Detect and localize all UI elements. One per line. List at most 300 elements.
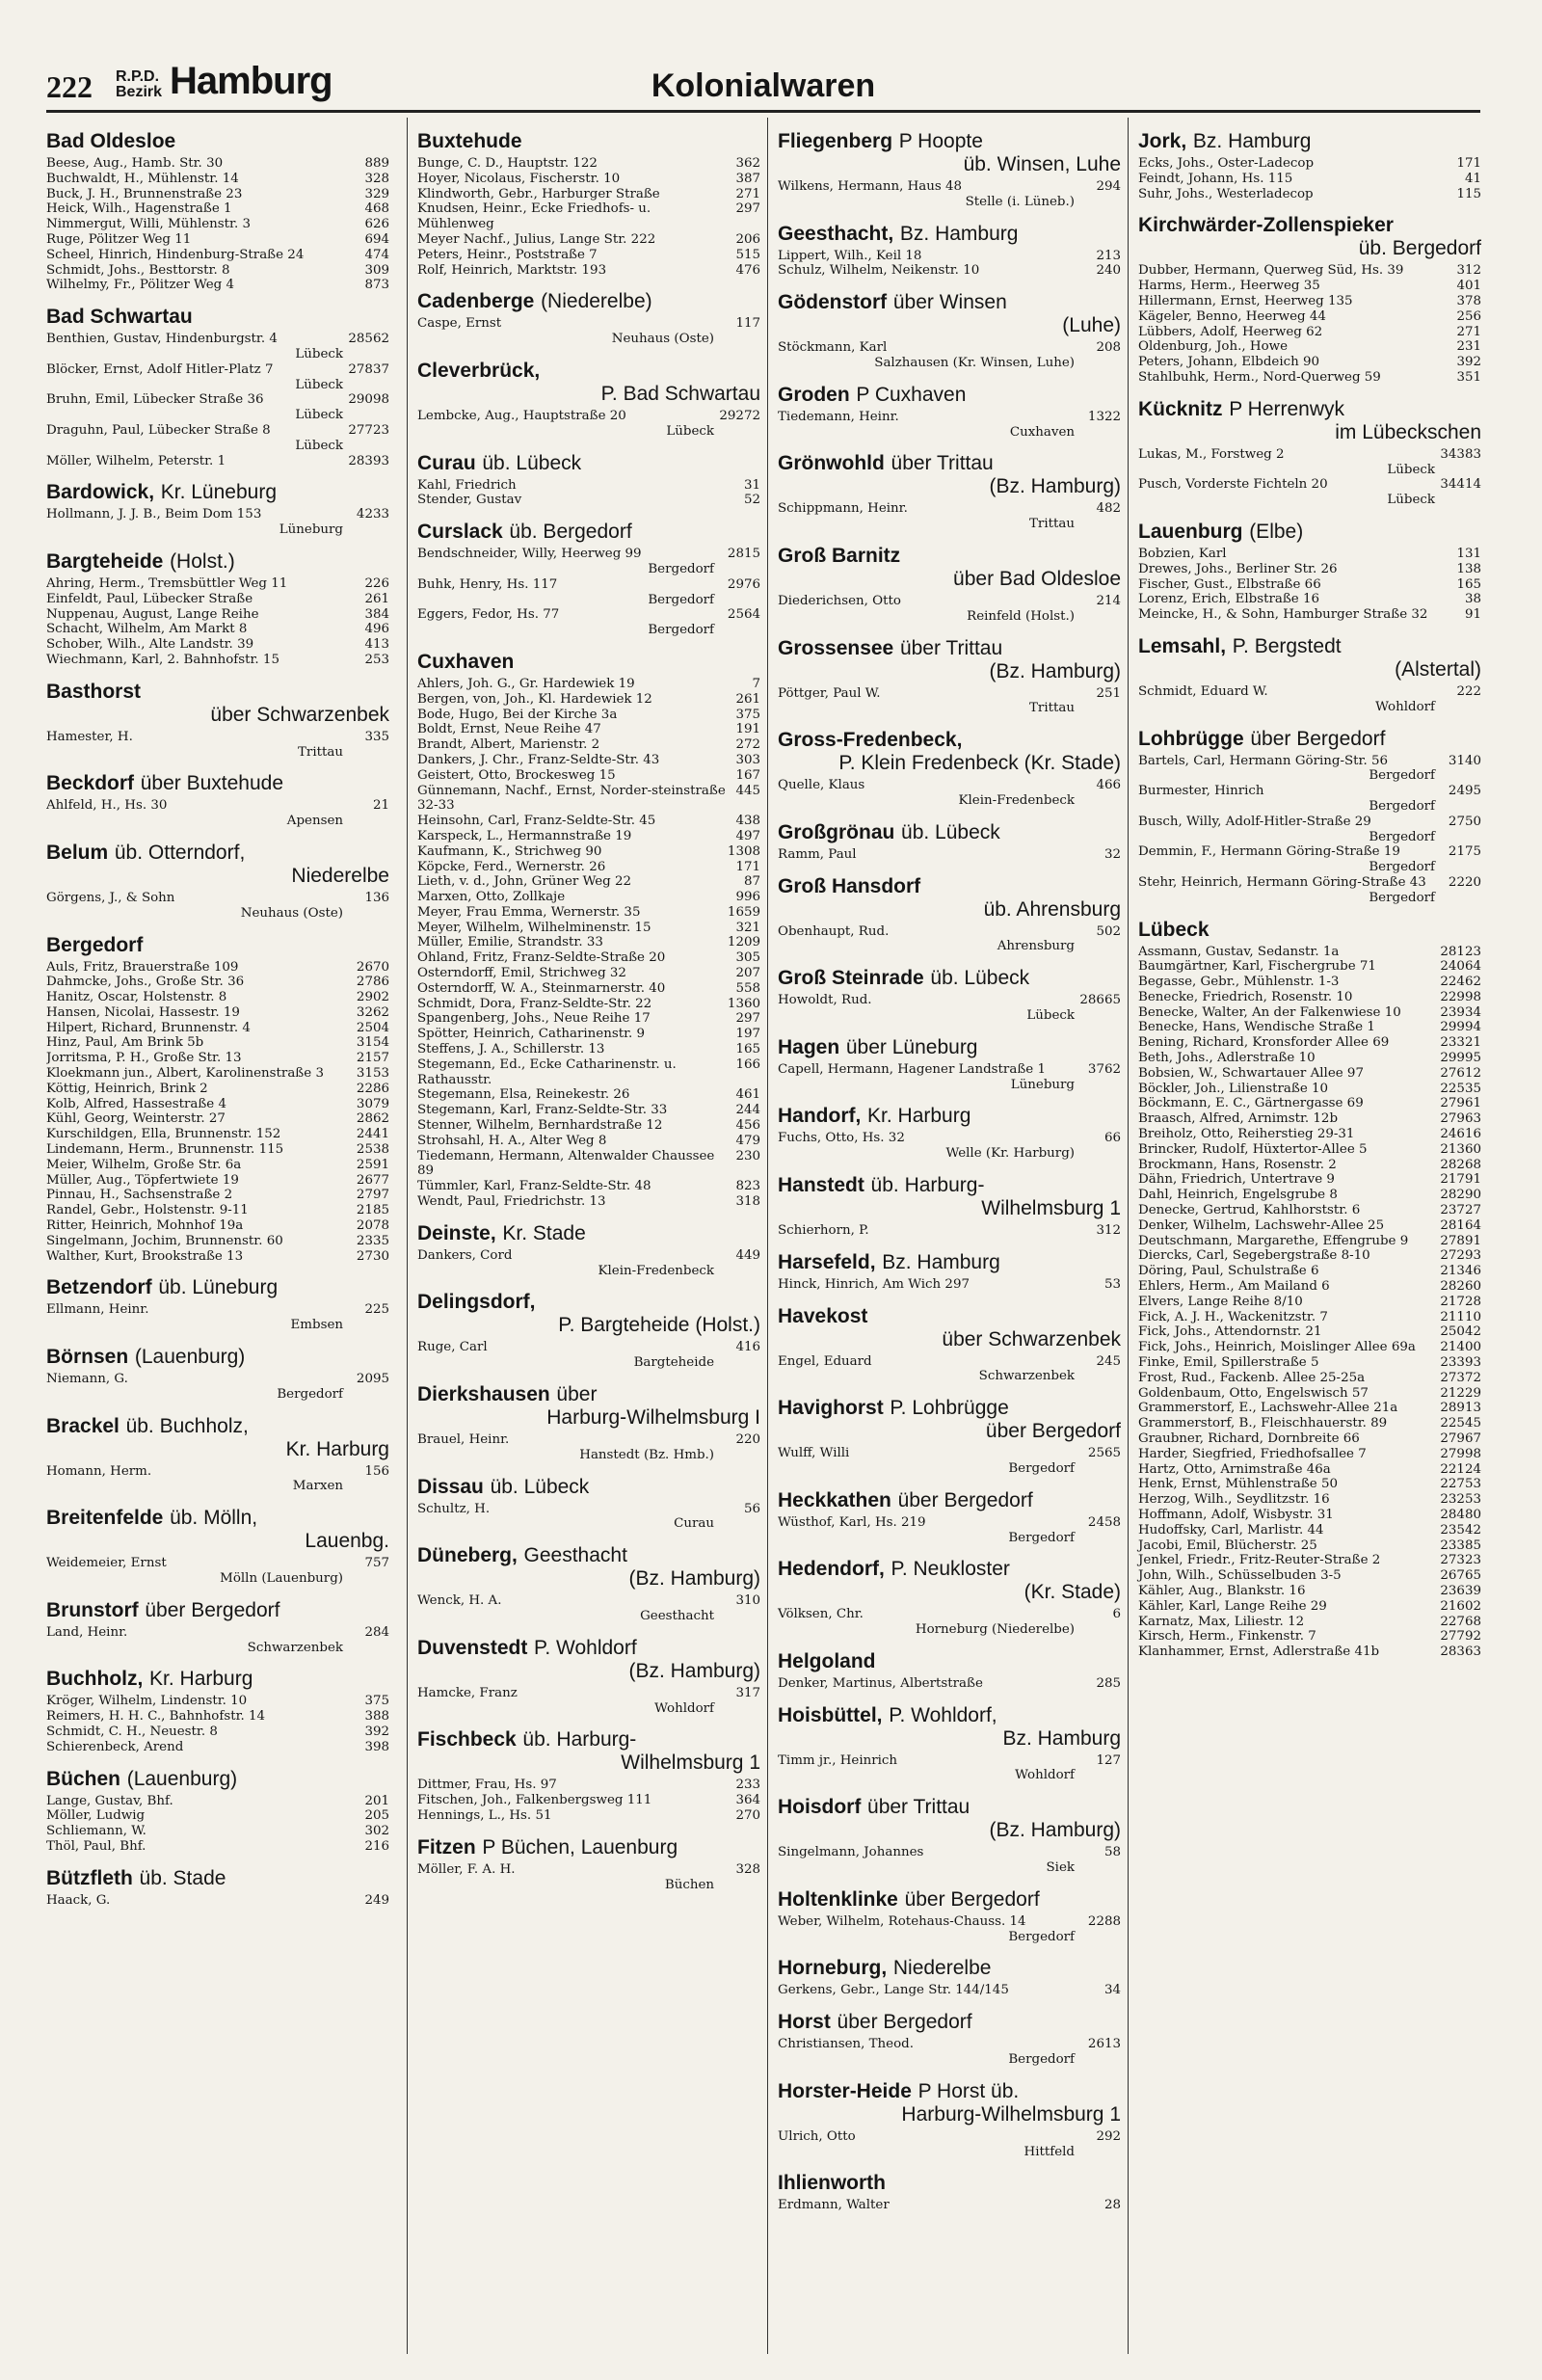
town-qualifier-line: (Bz. Hamburg) (628, 1659, 760, 1682)
directory-entry (417, 577, 760, 608)
entry-name: Ramm, Paul (778, 846, 857, 862)
entry-name: Jacobi, Emil, Blücherstr. 25 (1138, 1538, 1317, 1553)
town-name: Lemsahl, (1138, 634, 1227, 657)
directory-entry (46, 990, 389, 1005)
entry-name: Wulff, Willi (778, 1446, 850, 1461)
entry-name: Buchwaldt, H., Mühlenstr. 14 (46, 171, 239, 186)
directory-entry (46, 217, 389, 232)
entry-phone: 26765 (1440, 1568, 1481, 1584)
directory-entry (417, 829, 760, 844)
directory-entry (46, 248, 389, 263)
directory-entry (1138, 1477, 1481, 1492)
entry-name: Bunge, C. D., Hauptstr. 122 (417, 156, 598, 171)
town-heading (778, 2010, 1121, 2034)
town-heading (778, 1250, 1121, 1274)
entry-name: Walther, Kurt, Brookstraße 13 (46, 1248, 244, 1264)
town-name: Bargteheide (46, 549, 164, 573)
town-qualifier: Geesthacht (523, 1544, 627, 1567)
entry-phone: 482 (1096, 501, 1121, 517)
entry-name: Brincker, Rudolf, Hüxtertor-Allee 5 (1138, 1141, 1368, 1157)
town-qualifier: P. Lohbrügge (890, 1397, 1009, 1420)
town-name: Delingsdorf, (417, 1291, 536, 1314)
entry-name: Eggers, Fedor, Hs. 77 (417, 607, 560, 623)
entry-name: Brandt, Albert, Marienstr. 2 (417, 737, 600, 753)
entry-name: Dahl, Heinrich, Engelsgrube 8 (1138, 1188, 1338, 1203)
entry-name: Köpcke, Ferd., Wernerstr. 26 (417, 859, 606, 874)
entry-name: Schliemann, W. (46, 1824, 146, 1839)
town-qualifier-line: P. Bargteheide (Holst.) (558, 1314, 760, 1337)
entry-phone: 375 (364, 1694, 389, 1709)
town-qualifier-line: Wilhelmsburg 1 (981, 1196, 1121, 1219)
entry-name: Bartels, Carl, Hermann Göring-Str. 56 (1138, 753, 1389, 768)
town-heading (417, 1835, 760, 1859)
directory-entry (778, 2037, 1121, 2068)
town-name: Hoisdorf (778, 1796, 862, 1819)
entry-phone: 165 (1456, 576, 1481, 592)
directory-entry (1138, 1295, 1481, 1310)
directory-entry (778, 340, 1121, 371)
directory-entry (46, 392, 389, 423)
directory-entry (778, 1515, 1121, 1546)
directory-entry (417, 156, 760, 172)
entry-name: Stehr, Heinrich, Hermann Göring-Straße 43 (1138, 874, 1426, 890)
entry-phone: 318 (735, 1194, 760, 1210)
entry-name: Einfeldt, Paul, Lübecker Straße (46, 591, 253, 606)
entry-phone: 91 (1464, 607, 1481, 623)
entry-name: Drewes, Johs., Berliner Str. 26 (1138, 561, 1338, 576)
entry-name: Stegemann, Ed., Ecke Catharinenstr. u. Rathausstr. (417, 1056, 677, 1087)
entry-phone: 261 (364, 591, 389, 606)
town-name: Havighorst (778, 1397, 884, 1420)
entry-name: Fick, A. J. H., Wackenitzstr. 7 (1138, 1309, 1328, 1324)
directory-entry (778, 1607, 1121, 1638)
entry-name: Wilkens, Hermann, Haus 48 (778, 179, 963, 194)
entry-phone: 309 (364, 262, 389, 278)
entry-phone: 253 (364, 652, 389, 667)
entry-name: Stöckmann, Karl (778, 340, 888, 356)
directory-entry (1138, 1234, 1481, 1249)
entry-name: Suhr, Johs., Westerladecop (1138, 186, 1314, 201)
directory-entry (1138, 945, 1481, 960)
entry-name: Dubber, Hermann, Querweg Süd, Hs. 39 (1138, 263, 1404, 279)
entry-phone: 28562 (348, 332, 389, 347)
directory-entry (417, 1862, 760, 1893)
directory-entry (1138, 875, 1481, 906)
town-heading (417, 1382, 760, 1430)
entry-phone: 214 (1096, 593, 1121, 608)
entry-phone: 3140 (1448, 753, 1481, 768)
entry-phone: 2078 (356, 1218, 389, 1234)
entry-phone: 1322 (1087, 409, 1121, 424)
town-qualifier: üb. Otterndorf, (114, 841, 246, 864)
entry-name: Kahl, Friedrich (417, 477, 517, 493)
entry-name: Denecke, Gertrud, Kahlhorststr. 6 (1138, 1203, 1361, 1218)
entry-phone: 2564 (727, 607, 760, 623)
directory-entry (1138, 1629, 1481, 1645)
directory-entry (417, 1103, 760, 1118)
town-qualifier: über Trittau (867, 1796, 970, 1819)
directory-entry (1138, 1172, 1481, 1188)
entry-name: Benecke, Friedrich, Rosenstr. 10 (1138, 989, 1353, 1004)
entry-name: Schmidt, Eduard W. (1138, 683, 1268, 699)
entry-name: Hudoffsky, Carl, Marlistr. 44 (1138, 1522, 1324, 1538)
entry-name: Ellmann, Heinr. (46, 1302, 149, 1318)
entry-name: Finke, Emil, Spillerstraße 5 (1138, 1355, 1319, 1371)
town-name: Cleverbrück, (417, 359, 541, 382)
entry-name: Schulz, Wilhelm, Neikenstr. 10 (778, 263, 980, 279)
town-name: Grossensee (778, 636, 894, 659)
entry-exchange: Trittau (1029, 701, 1075, 716)
entry-name: Lieth, v. d., John, Grüner Weg 22 (417, 874, 632, 890)
entry-name: Peters, Heinr., Poststraße 7 (417, 247, 598, 262)
entry-phone: 351 (1456, 369, 1481, 385)
entry-phone: 271 (1456, 324, 1481, 339)
directory-entry (1138, 1523, 1481, 1538)
town-qualifier-line: Bz. Hamburg (1002, 1726, 1121, 1750)
town-heading (1138, 727, 1481, 751)
directory-entry (1138, 1645, 1481, 1660)
entry-phone: 292 (1096, 2128, 1121, 2144)
entry-name: Erdmann, Walter (778, 2198, 890, 2213)
entry-phone: 558 (735, 980, 760, 996)
entry-name: Nimmergut, Willi, Mühlenstr. 3 (46, 217, 251, 232)
region-line-2: Bezirk (116, 84, 163, 100)
entry-phone: 2095 (356, 1372, 389, 1387)
entry-phone: 270 (735, 1807, 760, 1823)
entry-phone: 28363 (1440, 1645, 1481, 1660)
directory-entry (417, 905, 760, 921)
directory-entry (417, 737, 760, 753)
entry-exchange: Stelle (i. Lüneb.) (965, 194, 1075, 209)
town-name: Bad Oldesloe (46, 130, 176, 152)
entry-phone: 27963 (1440, 1111, 1481, 1127)
entry-name: Hartz, Otto, Arnimstraße 46a (1138, 1461, 1331, 1477)
entry-exchange: Bergedorf (1008, 1530, 1075, 1545)
town-qualifier: P. Wohldorf, (889, 1703, 997, 1726)
town-heading (778, 129, 1121, 176)
entry-name: Braasch, Alfred, Arnimstr. 12b (1138, 1111, 1339, 1127)
entry-exchange: Bergedorf (1369, 890, 1435, 905)
directory-entry (778, 1223, 1121, 1239)
entry-exchange: Bergedorf (1369, 829, 1435, 844)
entry-phone: 1209 (727, 935, 760, 950)
town-qualifier: üb. Bergedorf (509, 521, 632, 544)
town-heading (778, 728, 1121, 775)
entry-exchange: Lübeck (295, 377, 343, 392)
town-name: Hanstedt (778, 1173, 864, 1196)
entry-name: Kühl, Georg, Weinterstr. 27 (46, 1111, 226, 1127)
directory-entry (417, 478, 760, 494)
directory-entry (46, 1127, 389, 1142)
town-qualifier: Kr. Harburg (867, 1105, 971, 1128)
town-qualifier: üb. Buchholz, (125, 1414, 249, 1437)
town-name: Hagen (778, 1035, 840, 1058)
entry-phone: 27998 (1440, 1446, 1481, 1461)
town-qualifier: Bz. Hamburg (882, 1250, 1000, 1273)
entry-name: Karspeck, L., Hermannstraße 19 (417, 828, 632, 843)
town-qualifier: P. Wohldorf (534, 1636, 637, 1659)
directory-entry (778, 410, 1121, 441)
entry-phone: 6 (1112, 1607, 1121, 1622)
entry-name: Bergen, von, Joh., Kl. Hardewiek 12 (417, 691, 652, 707)
directory-entry (1138, 1279, 1481, 1295)
directory-entry (46, 592, 389, 607)
directory-entry (417, 547, 760, 577)
town-heading (778, 451, 1121, 498)
entry-phone: 2504 (356, 1020, 389, 1035)
entry-name: Singelmann, Johannes (778, 1845, 924, 1860)
town-qualifier: über Bergedorf (837, 2011, 972, 2034)
directory-entry (1138, 1615, 1481, 1630)
entry-phone: 197 (735, 1027, 760, 1042)
directory-entry (1138, 1538, 1481, 1554)
entry-name: Bode, Hugo, Bei der Kirche 3a (417, 707, 618, 722)
directory-entry (46, 1893, 389, 1909)
entry-phone: 416 (735, 1340, 760, 1355)
directory-entry (778, 1131, 1121, 1162)
directory-entry (1138, 1082, 1481, 1097)
entry-phone: 335 (364, 729, 389, 744)
entry-phone: 22462 (1440, 975, 1481, 990)
entry-phone: 28 (1103, 2198, 1121, 2213)
entry-name: Ruge, Carl (417, 1340, 488, 1355)
town-qualifier: P. Neukloster (891, 1558, 1010, 1581)
entry-name: Stender, Gustav (417, 493, 522, 508)
entry-name: John, Wilh., Schüsselbuden 3-5 (1138, 1568, 1342, 1584)
entry-name: Kähler, Aug., Blankstr. 16 (1138, 1583, 1306, 1598)
entry-name: Lübbers, Adolf, Heerweg 62 (1138, 324, 1323, 339)
entry-name: Dahmcke, Johs., Große Str. 36 (46, 975, 245, 990)
entry-phone: 207 (735, 966, 760, 981)
entry-phone: 329 (364, 186, 389, 201)
entry-phone: 317 (735, 1685, 760, 1700)
directory-entry (417, 935, 760, 950)
entry-exchange: Bergedorf (1008, 1929, 1075, 1944)
town-qualifier-line: (Luhe) (1062, 314, 1121, 337)
town-heading (46, 933, 389, 957)
entry-phone: 889 (364, 156, 389, 171)
town-name: Fischbeck (417, 1728, 517, 1752)
directory-entry (1138, 1508, 1481, 1523)
column-4 (1128, 118, 1481, 2354)
directory-entry (778, 1914, 1121, 1945)
entry-phone: 2677 (356, 1172, 389, 1188)
directory-entry (417, 1808, 760, 1824)
entry-phone: 2613 (1087, 2037, 1121, 2052)
entry-exchange: Wohldorf (1375, 699, 1435, 714)
directory-entry (417, 768, 760, 784)
directory-entry (46, 1097, 389, 1112)
directory-entry (417, 1778, 760, 1793)
entry-phone: 27792 (1440, 1629, 1481, 1645)
directory-entry (1138, 187, 1481, 202)
entry-name: Möller, F. A. H. (417, 1861, 516, 1877)
entry-phone: 240 (1096, 263, 1121, 279)
entry-phone: 2902 (356, 990, 389, 1005)
entry-name: Meier, Wilhelm, Große Str. 6a (46, 1157, 242, 1172)
directory-entry (778, 1845, 1121, 1876)
entry-name: Schmidt, C. H., Neuestr. 8 (46, 1725, 218, 1739)
town-heading (778, 1173, 1121, 1220)
entry-name: Boldt, Ernst, Neue Reihe 47 (417, 722, 601, 737)
entry-name: Schultz, H. (417, 1501, 491, 1516)
entry-name: Ahlers, Joh. G., Gr. Hardewiek 19 (417, 676, 635, 691)
entry-phone: 303 (735, 752, 760, 767)
directory-entry (46, 1839, 389, 1855)
directory-entry (46, 1556, 389, 1587)
town-heading (417, 1290, 760, 1337)
entry-name: Bobsien, W., Schwartauer Allee 97 (1138, 1065, 1364, 1081)
entry-name: Demmin, F., Hermann Göring-Straße 19 (1138, 844, 1400, 860)
entry-phone: 25042 (1440, 1324, 1481, 1340)
town-qualifier: üb. Stade (139, 1866, 226, 1889)
directory-entry (417, 692, 760, 708)
town-name: Heckkathen (778, 1488, 891, 1511)
entry-name: Steffens, J. A., Schillerstr. 13 (417, 1042, 605, 1057)
town-name: Curslack (417, 521, 503, 544)
entry-exchange: Lübeck (295, 438, 343, 453)
town-qualifier: üb. Lüneburg (158, 1276, 279, 1299)
entry-phone: 401 (1456, 279, 1481, 294)
entry-name: Stegemann, Karl, Franz-Seldte-Str. 33 (417, 1103, 668, 1118)
entry-name: Möller, Wilhelm, Peterstr. 1 (46, 453, 226, 468)
entry-name: Dankers, J. Chr., Franz-Seldte-Str. 43 (417, 752, 660, 767)
entry-phone: 27372 (1440, 1370, 1481, 1385)
town-qualifier: über Winsen (892, 291, 1007, 314)
entry-phone: 233 (735, 1778, 760, 1793)
town-name: Großgrönau (778, 820, 895, 843)
entry-name: Schippmann, Heinr. (778, 501, 908, 517)
directory-entry (1138, 294, 1481, 309)
region-line-1: R.P.D. (116, 68, 160, 85)
entry-name: Osterndorff, Emil, Strichweg 32 (417, 966, 626, 981)
town-heading (417, 1727, 760, 1775)
entry-phone: 24064 (1440, 959, 1481, 975)
directory-entry (1138, 172, 1481, 187)
entry-phone: 2670 (356, 959, 389, 975)
entry-name: Fick, Johs., Attendornstr. 21 (1138, 1324, 1322, 1340)
entry-name: Niemann, G. (46, 1372, 128, 1387)
entry-name: Osterndorff, W. A., Steinmarnerstr. 40 (417, 980, 666, 996)
entry-name: Goldenbaum, Otto, Engelswisch 57 (1138, 1385, 1369, 1401)
town-heading (1138, 634, 1481, 682)
town-qualifier-line: üb. Ahrensburg (983, 897, 1121, 921)
town-qualifier: (Holst.) (170, 549, 235, 573)
entry-phone: 244 (735, 1103, 760, 1118)
directory-entry (1138, 1324, 1481, 1340)
directory-entry (1138, 1568, 1481, 1584)
town-qualifier: Niederelbe (892, 1957, 992, 1980)
town-qualifier: über Lüneburg (845, 1035, 978, 1058)
town-name: Lübeck (1138, 918, 1210, 941)
entry-phone: 398 (364, 1739, 389, 1754)
entry-phone: 21360 (1440, 1141, 1481, 1157)
entry-phone: 2185 (356, 1203, 389, 1218)
entry-name: Timm jr., Heinrich (778, 1752, 898, 1768)
entry-phone: 515 (735, 247, 760, 262)
entry-name: Buhk, Henry, Hs. 117 (417, 576, 558, 592)
directory-entry (778, 263, 1121, 279)
directory-entry (1138, 607, 1481, 623)
entry-phone: 3153 (356, 1066, 389, 1082)
directory-entry (46, 1249, 389, 1265)
directory-entry (1138, 1096, 1481, 1111)
directory-entry (46, 232, 389, 248)
entry-phone: 220 (735, 1432, 760, 1448)
entry-name: Pusch, Vorderste Fichteln 20 (1138, 477, 1328, 493)
entry-name: Scheel, Hinrich, Hindenburg-Straße 24 (46, 247, 305, 262)
entry-name: Kähler, Karl, Lange Reihe 29 (1138, 1598, 1327, 1614)
town-heading (778, 1887, 1121, 1912)
directory-entry (417, 1087, 760, 1103)
entry-name: Dankers, Cord (417, 1247, 513, 1263)
directory-entry (46, 1808, 389, 1824)
directory-entry (417, 753, 760, 768)
directory-entry (1138, 975, 1481, 990)
entry-phone: 445 (735, 783, 760, 798)
entry-exchange: Lüneburg (1010, 1077, 1075, 1092)
directory-entry (417, 921, 760, 936)
entry-name: Schober, Wilh., Alte Landstr. 39 (46, 637, 254, 653)
entry-phone: 28290 (1440, 1188, 1481, 1203)
directory-entry (46, 1694, 389, 1709)
entry-phone: 22545 (1440, 1416, 1481, 1431)
entry-phone: 34 (1103, 1983, 1121, 1998)
entry-phone: 127 (1096, 1752, 1121, 1768)
directory-entry (778, 847, 1121, 863)
directory-entry (46, 172, 389, 187)
town-heading (417, 359, 760, 406)
town-heading (778, 2079, 1121, 2126)
town-name: Breitenfelde (46, 1507, 164, 1530)
entry-name: Breiholz, Otto, Reiherstieg 29-31 (1138, 1127, 1355, 1142)
entry-phone: 21400 (1440, 1340, 1481, 1355)
entry-name: Hollmann, J. J. B., Beim Dom 153 (46, 507, 262, 522)
entry-exchange: Lübeck (295, 408, 343, 423)
directory-entry (1138, 1264, 1481, 1279)
town-name: Duvenstedt (417, 1636, 528, 1659)
entry-exchange: Salzhausen (Kr. Winsen, Luhe) (874, 355, 1075, 370)
entry-exchange: Schwarzenbek (247, 1640, 343, 1655)
entry-name: Jorritsma, P. H., Große Str. 13 (46, 1051, 242, 1066)
town-name: Fliegenberg (778, 130, 893, 152)
town-qualifier: über Trittau (891, 452, 994, 475)
entry-phone: 413 (364, 637, 389, 653)
directory-entry (778, 993, 1121, 1024)
town-name: Kirchwärder-Zollenspieker (1138, 214, 1394, 237)
directory-entry (46, 187, 389, 202)
town-heading (46, 841, 389, 888)
entry-phone: 27961 (1440, 1096, 1481, 1111)
directory-entry (417, 1149, 760, 1180)
entry-name: Frost, Rud., Fackenb. Allee 25-25a (1138, 1370, 1366, 1385)
entry-phone: 226 (364, 575, 389, 591)
directory-entry (778, 2129, 1121, 2160)
directory-entry (778, 1753, 1121, 1784)
entry-phone: 23321 (1440, 1035, 1481, 1051)
entry-name: Engel, Eduard (778, 1353, 872, 1369)
directory-entry (46, 1794, 389, 1809)
entry-name: Capell, Hermann, Hagener Landstraße 1 (778, 1061, 1046, 1077)
entry-exchange: Trittau (298, 744, 343, 760)
directory-entry (1138, 1248, 1481, 1264)
entry-name: Heick, Wilh., Hagenstraße 1 (46, 201, 232, 217)
entry-phone: 22535 (1440, 1081, 1481, 1096)
directory-entry (46, 637, 389, 653)
directory-entry (1138, 1340, 1481, 1355)
town-name: Brunstorf (46, 1598, 139, 1621)
entry-phone: 27967 (1440, 1431, 1481, 1446)
